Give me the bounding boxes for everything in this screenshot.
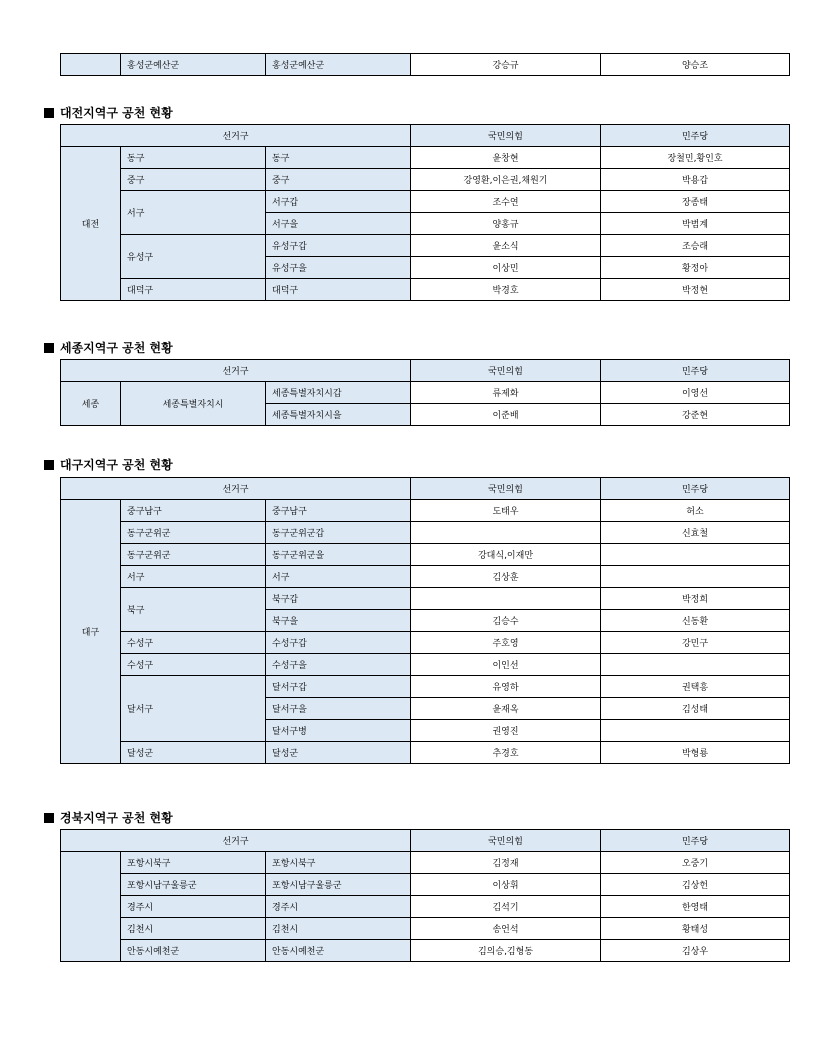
header-ppp: 국민의힘 bbox=[411, 360, 601, 382]
dp-candidate-cell: 박정희 bbox=[601, 588, 790, 610]
constituency-cell: 중구남구 bbox=[266, 500, 411, 522]
dp-candidate-cell: 박형룡 bbox=[601, 742, 790, 764]
constituency-cell: 포항시남구울릉군 bbox=[266, 874, 411, 896]
constituency-cell: 동구군위군을 bbox=[266, 544, 411, 566]
constituency-cell: 동구 bbox=[266, 147, 411, 169]
dp-candidate-cell: 김성태 bbox=[601, 698, 790, 720]
ppp-candidate-cell: 주호영 bbox=[411, 632, 601, 654]
section-title-text: 대구지역구 공천 현황 bbox=[60, 458, 173, 472]
table-row bbox=[61, 279, 790, 301]
district-cell: 서구 bbox=[121, 566, 266, 588]
district-cell: 서구 bbox=[121, 191, 266, 235]
constituency-cell: 유성구갑 bbox=[266, 235, 411, 257]
section-title-daegu bbox=[44, 456, 173, 473]
ppp-candidate-cell bbox=[411, 588, 601, 610]
table-row bbox=[61, 852, 790, 874]
constituency-cell: 대덕구 bbox=[266, 279, 411, 301]
dp-candidate-cell: 신동환 bbox=[601, 610, 790, 632]
ppp-candidate-cell: 이상휘 bbox=[411, 874, 601, 896]
ppp-candidate-cell: 박경호 bbox=[411, 279, 601, 301]
dp-candidate-cell: 박용갑 bbox=[601, 169, 790, 191]
dp-candidate-cell: 장철민,황인호 bbox=[601, 147, 790, 169]
ppp-candidate-cell: 권영진 bbox=[411, 720, 601, 742]
dp-candidate-cell: 오중기 bbox=[601, 852, 790, 874]
constituency-cell: 달성군 bbox=[266, 742, 411, 764]
region-cell bbox=[61, 54, 121, 76]
square-bullet-icon bbox=[44, 108, 54, 118]
region-cell bbox=[61, 852, 121, 962]
ppp-candidate-cell: 윤소식 bbox=[411, 235, 601, 257]
district-cell: 동구군위군 bbox=[121, 522, 266, 544]
table-row bbox=[61, 742, 790, 764]
constituency-cell: 동구군위군갑 bbox=[266, 522, 411, 544]
header-dp: 민주당 bbox=[601, 478, 790, 500]
table-row bbox=[61, 654, 790, 676]
ppp-candidate-cell: 양홍규 bbox=[411, 213, 601, 235]
header-district: 선거구 bbox=[61, 125, 411, 147]
dp-candidate-cell: 허소 bbox=[601, 500, 790, 522]
section-title-text: 세종지역구 공천 현황 bbox=[60, 341, 173, 355]
section-title-gyeongbuk bbox=[44, 809, 173, 826]
header-district: 선거구 bbox=[61, 360, 411, 382]
district-cell: 중구남구 bbox=[121, 500, 266, 522]
header-ppp: 국민의힘 bbox=[411, 830, 601, 852]
ppp-candidate-cell: 윤창현 bbox=[411, 147, 601, 169]
table-row bbox=[61, 544, 790, 566]
dp-candidate-cell: 신효철 bbox=[601, 522, 790, 544]
gyeongbuk-table bbox=[60, 829, 790, 962]
table-row bbox=[61, 522, 790, 544]
district-cell: 경주시 bbox=[121, 896, 266, 918]
constituency-cell: 서구갑 bbox=[266, 191, 411, 213]
constituency-cell: 김천시 bbox=[266, 918, 411, 940]
ppp-candidate-cell: 김상훈 bbox=[411, 566, 601, 588]
ppp-candidate-cell: 강영환,이은권,채원기 bbox=[411, 169, 601, 191]
constituency-cell: 안동시예천군 bbox=[266, 940, 411, 962]
dp-candidate-cell: 이영선 bbox=[601, 382, 790, 404]
header-row bbox=[61, 830, 790, 852]
dp-candidate-cell: 강민구 bbox=[601, 632, 790, 654]
daegu-table bbox=[60, 477, 790, 764]
dp-candidate-cell bbox=[601, 544, 790, 566]
district-cell: 김천시 bbox=[121, 918, 266, 940]
table-row bbox=[61, 235, 790, 257]
ppp-candidate-cell bbox=[411, 522, 601, 544]
constituency-cell: 홍성군예산군 bbox=[266, 54, 411, 76]
constituency-cell: 중구 bbox=[266, 169, 411, 191]
district-cell: 포항시남구울릉군 bbox=[121, 874, 266, 896]
table-row bbox=[61, 918, 790, 940]
section-title-text: 경북지역구 공천 현황 bbox=[60, 811, 173, 825]
header-ppp: 국민의힘 bbox=[411, 478, 601, 500]
ppp-candidate-cell: 류제화 bbox=[411, 382, 601, 404]
district-cell: 동구군위군 bbox=[121, 544, 266, 566]
constituency-cell: 세종특별자치시갑 bbox=[266, 382, 411, 404]
ppp-candidate-cell: 도태우 bbox=[411, 500, 601, 522]
ppp-candidate-cell: 조수연 bbox=[411, 191, 601, 213]
dp-candidate-cell: 김상우 bbox=[601, 940, 790, 962]
constituency-cell: 북구갑 bbox=[266, 588, 411, 610]
dp-candidate-cell: 김상헌 bbox=[601, 874, 790, 896]
district-cell: 달서구 bbox=[121, 676, 266, 742]
ppp-candidate-cell: 강대식,이재만 bbox=[411, 544, 601, 566]
dp-candidate-cell: 권택흥 bbox=[601, 676, 790, 698]
dp-candidate-cell: 박범계 bbox=[601, 213, 790, 235]
ppp-candidate-cell: 강승규 bbox=[411, 54, 601, 76]
district-cell: 달성군 bbox=[121, 742, 266, 764]
district-cell: 동구 bbox=[121, 147, 266, 169]
header-dp: 민주당 bbox=[601, 830, 790, 852]
table-row bbox=[61, 940, 790, 962]
ppp-candidate-cell: 유영하 bbox=[411, 676, 601, 698]
table-row bbox=[61, 191, 790, 213]
table-row bbox=[61, 874, 790, 896]
header-row bbox=[61, 125, 790, 147]
header-row bbox=[61, 478, 790, 500]
table-row bbox=[61, 588, 790, 610]
region-cell: 대구 bbox=[61, 500, 121, 764]
dp-candidate-cell bbox=[601, 654, 790, 676]
constituency-cell: 달서구병 bbox=[266, 720, 411, 742]
ppp-candidate-cell: 김석기 bbox=[411, 896, 601, 918]
dp-candidate-cell: 조승래 bbox=[601, 235, 790, 257]
constituency-cell: 경주시 bbox=[266, 896, 411, 918]
table-row bbox=[61, 54, 790, 76]
section-title-sejong bbox=[44, 339, 173, 356]
dp-candidate-cell: 양승조 bbox=[601, 54, 790, 76]
constituency-cell: 서구을 bbox=[266, 213, 411, 235]
table-row bbox=[61, 382, 790, 404]
top-table bbox=[60, 53, 790, 76]
region-cell: 세종 bbox=[61, 382, 121, 426]
dp-candidate-cell: 황정아 bbox=[601, 257, 790, 279]
dp-candidate-cell: 황태성 bbox=[601, 918, 790, 940]
section-title-text: 대전지역구 공천 현황 bbox=[60, 106, 173, 120]
district-cell: 북구 bbox=[121, 588, 266, 632]
section-title-daejeon bbox=[44, 104, 173, 121]
table-row bbox=[61, 676, 790, 698]
dp-candidate-cell: 장종태 bbox=[601, 191, 790, 213]
district-cell: 중구 bbox=[121, 169, 266, 191]
table-row bbox=[61, 169, 790, 191]
constituency-cell: 수성구을 bbox=[266, 654, 411, 676]
district-cell: 유성구 bbox=[121, 235, 266, 279]
region-cell: 대전 bbox=[61, 147, 121, 301]
constituency-cell: 수성구갑 bbox=[266, 632, 411, 654]
header-dp: 민주당 bbox=[601, 125, 790, 147]
header-dp: 민주당 bbox=[601, 360, 790, 382]
header-row bbox=[61, 360, 790, 382]
ppp-candidate-cell: 추경호 bbox=[411, 742, 601, 764]
dp-candidate-cell: 한영태 bbox=[601, 896, 790, 918]
district-cell: 안동시예천군 bbox=[121, 940, 266, 962]
ppp-candidate-cell: 김승수 bbox=[411, 610, 601, 632]
daejeon-table bbox=[60, 124, 790, 301]
table-row bbox=[61, 566, 790, 588]
constituency-cell: 북구을 bbox=[266, 610, 411, 632]
square-bullet-icon bbox=[44, 460, 54, 470]
constituency-cell: 달서구갑 bbox=[266, 676, 411, 698]
district-cell: 포항시북구 bbox=[121, 852, 266, 874]
ppp-candidate-cell: 송언석 bbox=[411, 918, 601, 940]
district-cell: 수성구 bbox=[121, 654, 266, 676]
dp-candidate-cell: 박정현 bbox=[601, 279, 790, 301]
table-row bbox=[61, 500, 790, 522]
dp-candidate-cell: 강준현 bbox=[601, 404, 790, 426]
ppp-candidate-cell: 이상민 bbox=[411, 257, 601, 279]
ppp-candidate-cell: 김의승,김형동 bbox=[411, 940, 601, 962]
header-ppp: 국민의힘 bbox=[411, 125, 601, 147]
header-district: 선거구 bbox=[61, 478, 411, 500]
district-cell: 수성구 bbox=[121, 632, 266, 654]
table-row bbox=[61, 632, 790, 654]
constituency-cell: 세종특별자치시을 bbox=[266, 404, 411, 426]
district-cell: 대덕구 bbox=[121, 279, 266, 301]
ppp-candidate-cell: 이인선 bbox=[411, 654, 601, 676]
ppp-candidate-cell: 이준배 bbox=[411, 404, 601, 426]
square-bullet-icon bbox=[44, 813, 54, 823]
square-bullet-icon bbox=[44, 343, 54, 353]
table-row bbox=[61, 896, 790, 918]
dp-candidate-cell bbox=[601, 566, 790, 588]
header-district: 선거구 bbox=[61, 830, 411, 852]
constituency-cell: 서구 bbox=[266, 566, 411, 588]
table-row bbox=[61, 147, 790, 169]
constituency-cell: 달서구을 bbox=[266, 698, 411, 720]
ppp-candidate-cell: 김정재 bbox=[411, 852, 601, 874]
dp-candidate-cell bbox=[601, 720, 790, 742]
ppp-candidate-cell: 윤재옥 bbox=[411, 698, 601, 720]
district-cell: 홍성군예산군 bbox=[121, 54, 266, 76]
sejong-table bbox=[60, 359, 790, 426]
constituency-cell: 포항시북구 bbox=[266, 852, 411, 874]
district-cell: 세종특별자치시 bbox=[121, 382, 266, 426]
constituency-cell: 유성구을 bbox=[266, 257, 411, 279]
